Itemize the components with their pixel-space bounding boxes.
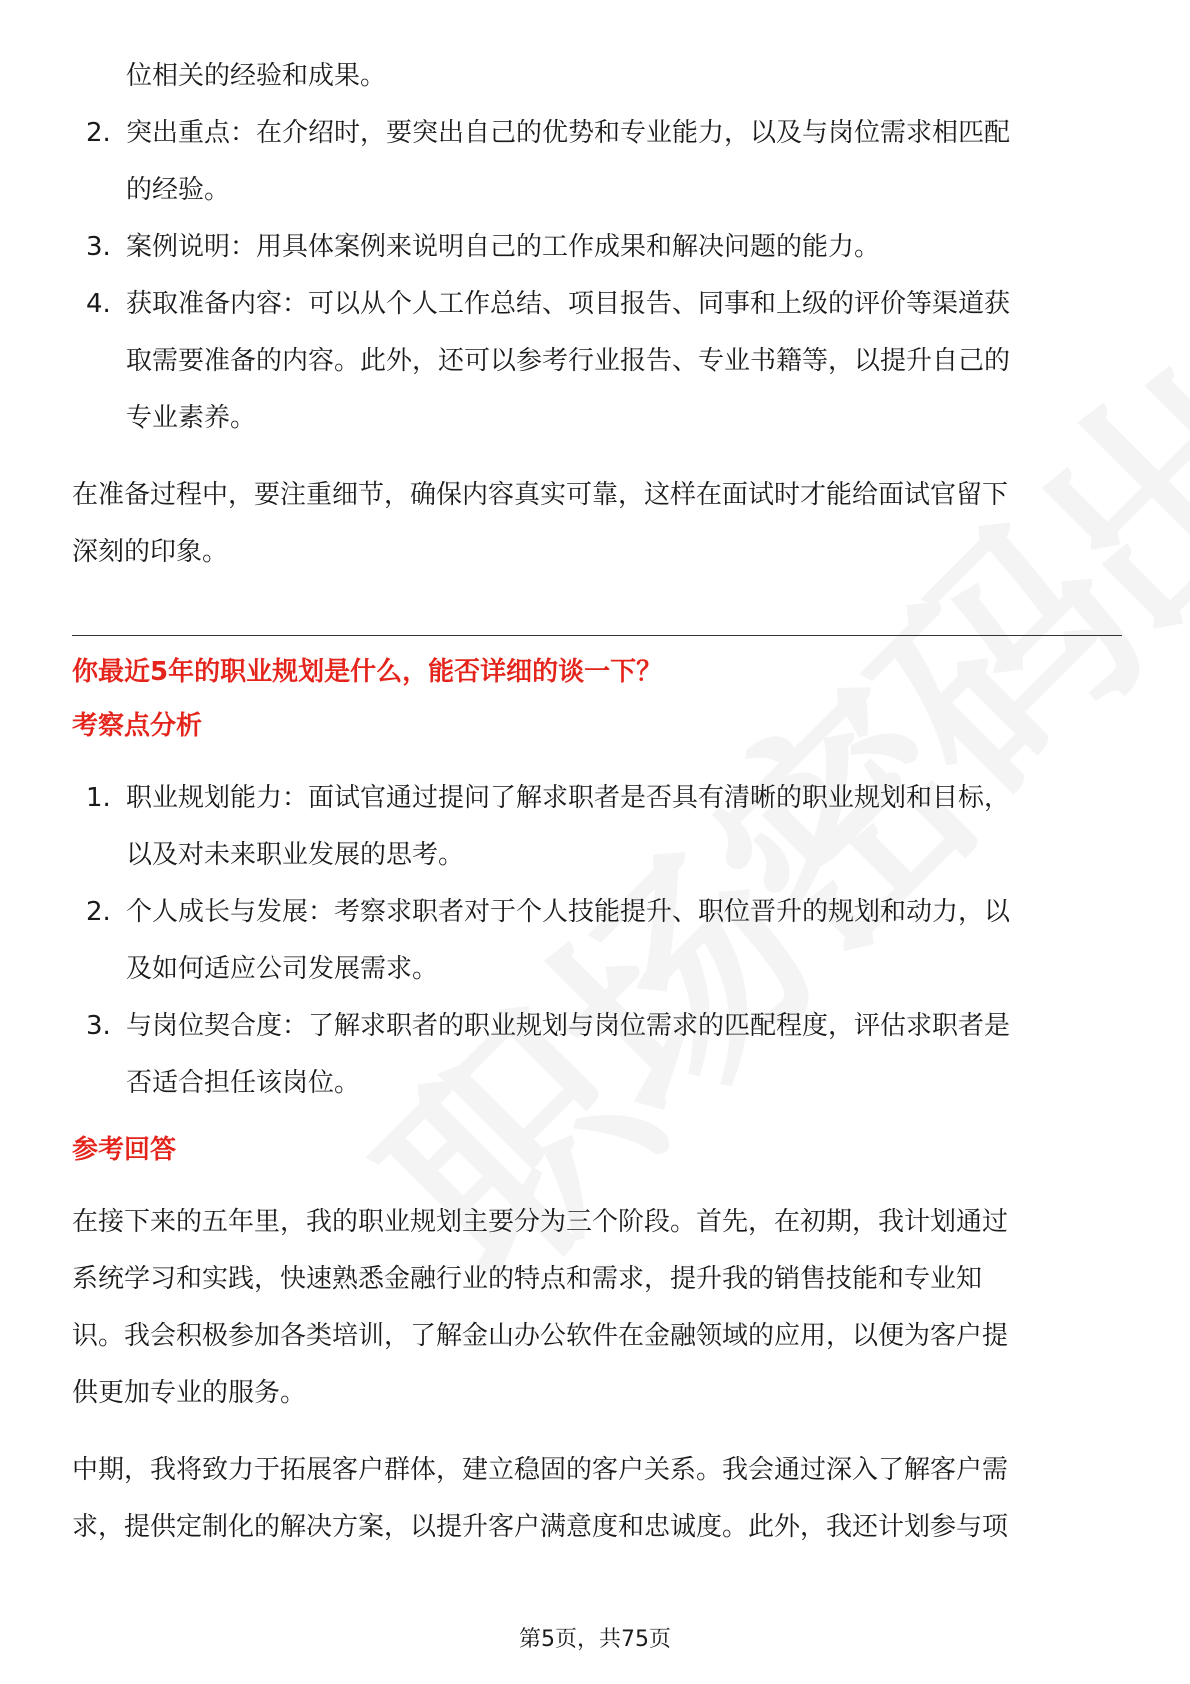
list-item: [72, 276, 1122, 447]
list-item-line: 及如何适应公司发展需求。: [126, 954, 439, 984]
list-item: [72, 48, 1122, 105]
list-item-line: 个人成长与发展：考察求职者对于个人技能提升、职位晋升的规划和动力，以: [126, 897, 1011, 927]
paragraph-line: 系统学习和实践，快速熟悉金融行业的特点和需求，提升我的销售技能和专业知: [72, 1264, 983, 1294]
question-heading: 你最近5年的职业规划是什么，能否详细的谈一下？: [72, 657, 663, 687]
page-number-footer: 第5页，共75页: [519, 1627, 671, 1652]
paragraph-line: 中期，我将致力于拓展客户群体，建立稳固的客户关系。我会通过深入了解客户需: [72, 1455, 1009, 1485]
list-item-line: 获取准备内容：可以从个人工作总结、项目报告、同事和上级的评价等渠道获: [126, 289, 1011, 319]
list-item: [72, 219, 1122, 276]
list-item-line: 否适合担任该岗位。: [126, 1068, 361, 1098]
list-number: 1.: [86, 783, 111, 813]
paragraph-line: 在准备过程中，要注重细节，确保内容真实可靠，这样在面试时才能给面试官留下: [72, 480, 1009, 510]
list-item-line: 的经验。: [126, 175, 231, 205]
page-content: [72, 48, 1122, 1556]
answer-paragraph: [72, 1194, 1122, 1422]
paragraph-line: 深刻的印象。: [72, 537, 229, 567]
paragraph-line: 在接下来的五年里，我的职业规划主要分为三个阶段。首先，在初期，我计划通过: [72, 1207, 1009, 1237]
summary-paragraph: [72, 467, 1122, 581]
list-number: 2.: [86, 118, 111, 148]
answer-paragraph: [72, 1442, 1122, 1556]
list-item-line: 突出重点：在介绍时，要突出自己的优势和专业能力，以及与岗位需求相匹配: [126, 118, 1011, 148]
list-item: [72, 884, 1122, 998]
paragraph-line: 求，提供定制化的解决方案，以提升客户满意度和忠诚度。此外，我还计划参与项: [72, 1512, 1009, 1542]
paragraph-line: 供更加专业的服务。: [72, 1378, 307, 1408]
analysis-heading: 考察点分析: [72, 711, 203, 741]
top-list: [72, 48, 1122, 447]
list-number: 3.: [86, 1011, 111, 1041]
list-item: [72, 770, 1122, 884]
analysis-list: [72, 770, 1122, 1112]
list-number: 3.: [86, 232, 111, 262]
list-item-line: 以及对未来职业发展的思考。: [126, 840, 465, 870]
list-item: [72, 105, 1122, 219]
list-item-line: 专业素养。: [126, 403, 257, 433]
list-item: [72, 998, 1122, 1112]
list-item-line: 案例说明：用具体案例来说明自己的工作成果和解决问题的能力。: [126, 232, 881, 262]
list-number: 4.: [86, 289, 111, 319]
answer-heading: 参考回答: [72, 1135, 177, 1165]
list-item-line: 取需要准备的内容。此外，还可以参考行业报告、专业书籍等，以提升自己的: [126, 346, 1011, 376]
list-number: 2.: [86, 897, 111, 927]
list-item-text: 位相关的经验和成果。: [126, 61, 387, 91]
list-item-line: 职业规划能力：面试官通过提问了解求职者是否具有清晰的职业规划和目标，: [126, 783, 1011, 813]
list-item-line: 与岗位契合度：了解求职者的职业规划与岗位需求的匹配程度，评估求职者是: [126, 1011, 1011, 1041]
paragraph-line: 识。我会积极参加各类培训，了解金山办公软件在金融领域的应用，以便为客户提: [72, 1321, 1009, 1351]
